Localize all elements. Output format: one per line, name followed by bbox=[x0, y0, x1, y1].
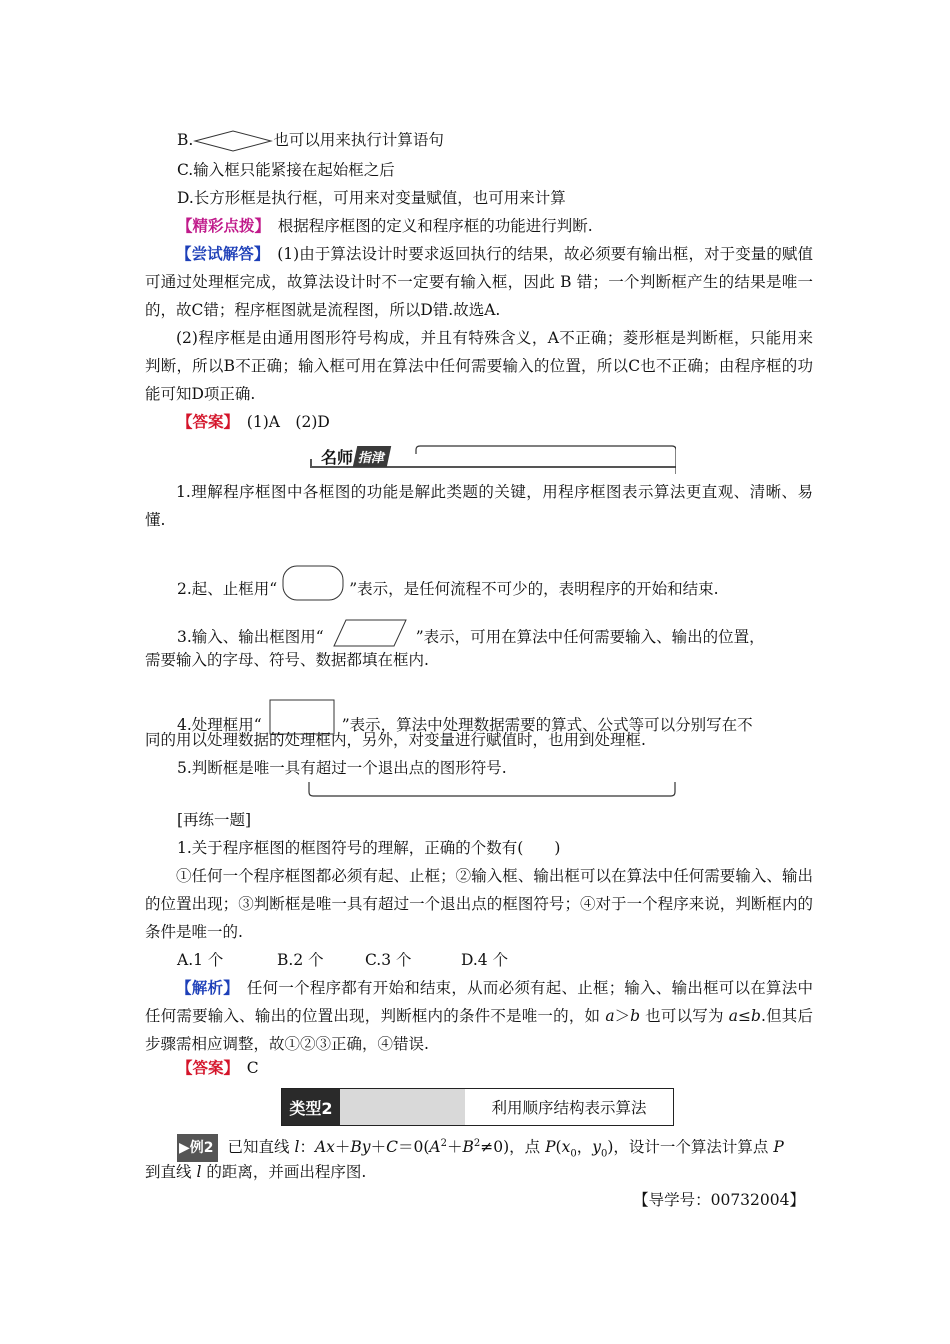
mingshi-item-4: 4.处理框用“ ”表示，算法中处理数据需要的算式、公式等可以分别写在不 bbox=[177, 698, 753, 739]
type2-grey-block bbox=[340, 1089, 465, 1125]
q1-option-d: D.长方形框是执行框，可用来对变量赋值，也可用来计算 bbox=[177, 189, 566, 207]
mingshi-item-3-line2: 需要输入的字母、符号、数据都填在框内. bbox=[145, 651, 429, 669]
tip-line: 【精彩点拨】 根据程序框图的定义和程序框的功能进行判断. bbox=[177, 216, 593, 235]
analysis-paragraph: 【解析】 任何一个程序都有开始和结束，从而必须有起、止框；输入、输出框可以在算法中任何需要输入、输出的位置出现，判断框内的条件不是唯一的，如 a＞b 也可以写为 a≤b.但其后步骤需相应调整，故①②③正确，④错误. bbox=[145, 978, 813, 1053]
type2-title: 利用顺序结构表示算法 bbox=[491, 1099, 647, 1117]
mingshi-badge: 名师 指津 bbox=[321, 444, 389, 468]
diamond-shape-icon bbox=[193, 130, 273, 152]
practice-header: [再练一题] bbox=[177, 811, 252, 829]
solve-label: 【尝试解答】 bbox=[176, 244, 262, 263]
type2-badge: 类型2 bbox=[282, 1089, 340, 1125]
parallelogram-shape-icon bbox=[332, 618, 408, 648]
example-line-1: ▶例2 已知直线 l：$Ax+By+C=0(A^2+B^2\ne 0)$，点 $P(x_0$，$y_0$)，设计一个算法计算点 P bbox=[177, 1130, 784, 1168]
q1-option-b: B. 也可以用来执行计算语句 bbox=[177, 126, 444, 154]
mingshi-item-4-line2: 同的用以处理数据的处理框内，另外，对变量进行赋值时，也用到处理框. bbox=[145, 731, 646, 749]
mingshi-item-2: 2.起、止框用“ ”表示，是任何流程不可少的，表明程序的开始和结束. bbox=[177, 564, 719, 603]
mingshi-item-3: 3.输入、输出框图用“ ”表示，可用在算法中任何需要输入、输出的位置， bbox=[177, 618, 765, 651]
answer-2: 【答案】 C bbox=[177, 1058, 259, 1077]
guide-number: 【导学号：00732004】 bbox=[633, 1191, 805, 1209]
tip-label: 【精彩点拨】 bbox=[177, 216, 263, 235]
example-line-2: 到直线 l 的距离，并画出程序图. bbox=[145, 1163, 367, 1181]
mingshi-item-5: 5.判断框是唯一具有超过一个退出点的图形符号. bbox=[177, 759, 507, 777]
practice-options: A.1 个 B.2 个 C.3 个 D.4 个 bbox=[177, 951, 509, 969]
mingshi-header bbox=[145, 444, 813, 476]
rounded-rect-shape-icon bbox=[281, 564, 345, 602]
mingshi-frame-bottom bbox=[307, 780, 677, 800]
solve-paragraph-1: 【尝试解答】 (1)由于算法设计时要求返回执行的结果，故必须要有输出框，对于变量的赋值可通过处理框完成，故算法设计时不一定要有输入框，因此 B 错；一个判断框产生的结果是唯一的，故C错；程序框图就是流程图，所以D错.故选A. bbox=[145, 244, 813, 319]
q1-option-c: C.输入框只能紧接在起始框之后 bbox=[177, 161, 395, 179]
example-badge: ▶例2 bbox=[177, 1134, 218, 1162]
mingshi-item-1: 1.理解程序框图中各框图的功能是解此类题的关键，用程序框图表示算法更直观、清晰、易懂. bbox=[145, 483, 813, 529]
solve-paragraph-2: (2)程序框是由通用图形符号构成，并且有特殊含义，A不正确；菱形框是判断框，只能用来判断，所以B不正确；输入框可用在算法中任何需要输入的位置，所以C也不正确；由程序框的功能可知D项正确. bbox=[145, 329, 813, 403]
answer-1: 【答案】 (1)A (2)D bbox=[177, 412, 330, 431]
practice-question: 1.关于程序框图的框图符号的理解，正确的个数有( ) bbox=[177, 839, 561, 857]
type2-banner bbox=[281, 1088, 674, 1126]
practice-body: ①任何一个程序框图都必须有起、止框；②输入框、输出框可以在算法中任何需要输入、输出的位置出现；③判断框是唯一具有超过一个退出点的框图符号；④对于一个程序来说，判断框内的条件是唯一的. bbox=[145, 867, 813, 941]
